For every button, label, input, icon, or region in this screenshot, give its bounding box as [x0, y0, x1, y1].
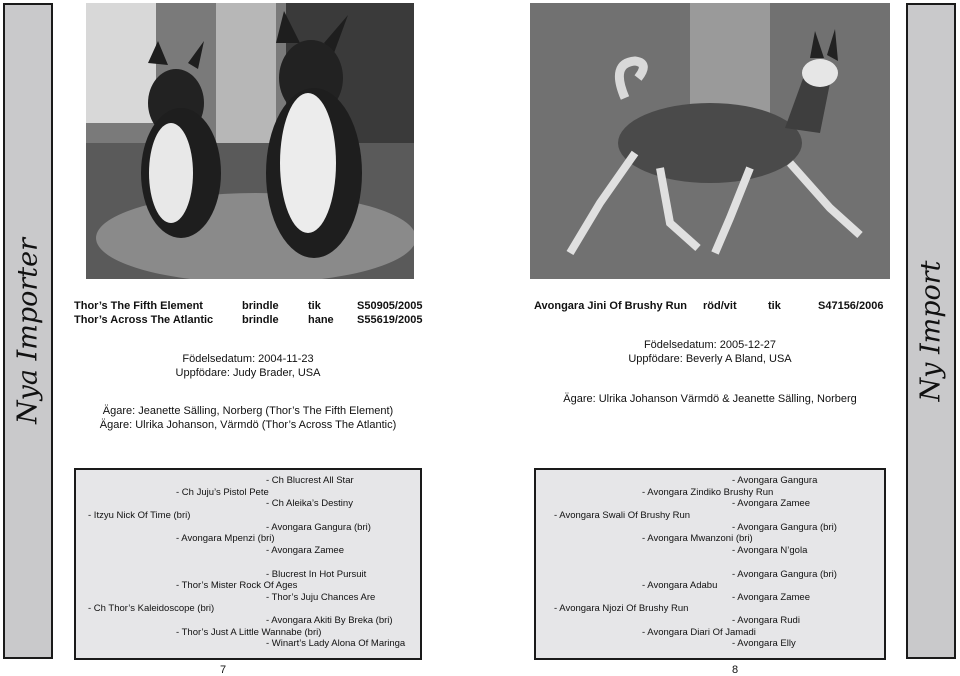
- pedigree-entry: - Avongara Zamee: [266, 545, 344, 556]
- left-pedigree-box: [74, 468, 422, 660]
- dog1-name: Thor’s The Fifth Element: [74, 300, 203, 312]
- pedigree-entry: - Ch Blucrest All Star: [266, 475, 354, 486]
- pedigree-entry: - Avongara Diari Of Jamadi: [642, 627, 756, 638]
- pedigree-entry: - Avongara Zamee: [732, 498, 810, 509]
- right-breeder: Uppfödare: Beverly A Bland, USA: [628, 353, 792, 365]
- left-side-tab: [3, 3, 53, 659]
- pedigree-entry: - Winart’s Lady Alona Of Maringa: [266, 638, 406, 649]
- dog2-name: Thor’s Across The Atlantic: [74, 314, 214, 326]
- pedigree-entry: - Avongara Zindiko Brushy Run: [642, 487, 774, 498]
- left-side-title: Nya Importer: [12, 237, 44, 425]
- pedigree-entry: - Avongara Adabu: [642, 580, 718, 591]
- right-side-title: Ny Import: [915, 260, 947, 402]
- pedigree-entry: - Ch Thor’s Kaleidoscope (bri): [88, 603, 215, 614]
- dog3-reg: S47156/2006: [818, 300, 884, 312]
- pedigree-entry: - Avongara Gangura (bri): [266, 522, 371, 533]
- pedigree-entry: - Ch Aleika’s Destiny: [266, 498, 353, 509]
- left-owner-2: Ägare: Ulrika Johanson, Värmdö (Thor’s Across The Atlantic): [99, 419, 397, 431]
- pedigree-entry: - Avongara Mwanzoni (bri): [642, 533, 753, 544]
- dog3-color: röd/vit: [703, 300, 737, 312]
- right-side-tab: [906, 3, 956, 659]
- pedigree-entry: - Thor’s Juju Chances Are: [266, 592, 376, 603]
- pedigree-entry: - Avongara Zamee: [732, 592, 810, 603]
- dog2-sex: hane: [308, 314, 334, 326]
- dog1-sex: tik: [308, 300, 321, 312]
- dog1-reg: S50905/2005: [357, 300, 423, 312]
- two-dogs-photo: [86, 3, 414, 279]
- pedigree-entry: - Avongara Swali Of Brushy Run: [554, 510, 691, 521]
- dog2-reg: S55619/2005: [357, 314, 423, 326]
- pedigree-entry: - Avongara Elly: [732, 638, 796, 649]
- dog1-color: brindle: [242, 300, 279, 312]
- pedigree-entry: - Avongara N’gola: [732, 545, 808, 556]
- left-page-number: 7: [220, 664, 227, 676]
- left-birth-date: Födelsedatum: 2004-11-23: [182, 353, 314, 365]
- trotting-dog-photo: [530, 3, 890, 279]
- pedigree-entry: - Ch Juju’s Pistol Pete: [176, 487, 269, 498]
- pedigree-entry: - Avongara Gangura (bri): [732, 569, 837, 580]
- pedigree-entry: - Avongara Rudi: [732, 615, 800, 626]
- left-owner-1: Ägare: Jeanette Sälling, Norberg (Thor’s The Fifth Element): [102, 405, 394, 417]
- pedigree-entry: - Avongara Njozi Of Brushy Run: [554, 603, 689, 614]
- pedigree-entry: - Avongara Gangura: [732, 475, 818, 486]
- pedigree-entry: - Thor’s Just A Little Wannabe (bri): [176, 627, 322, 638]
- dog2-color: brindle: [242, 314, 279, 326]
- left-breeder: Uppfödare: Judy Brader, USA: [175, 367, 321, 379]
- pedigree-entry: - Itzyu Nick Of Time (bri): [88, 510, 191, 521]
- right-pedigree-box: [534, 468, 886, 660]
- right-birth-date: Födelsedatum: 2005-12-27: [643, 339, 777, 351]
- dog3-name: Avongara Jini Of Brushy Run: [534, 300, 688, 312]
- pedigree-entry: - Thor’s Mister Rock Of Ages: [176, 580, 298, 591]
- pedigree-entry: - Avongara Akiti By Breka (bri): [266, 615, 393, 626]
- right-owner: Ägare: Ulrika Johanson Värmdö & Jeanette Sälling, Norberg: [563, 393, 857, 405]
- right-page-number: 8: [732, 664, 739, 676]
- dog3-sex: tik: [768, 300, 781, 312]
- pedigree-entry: - Avongara Gangura (bri): [732, 522, 837, 533]
- pedigree-entry: - Avongara Mpenzi (bri): [176, 533, 275, 544]
- pedigree-entry: - Blucrest In Hot Pursuit: [266, 569, 367, 580]
